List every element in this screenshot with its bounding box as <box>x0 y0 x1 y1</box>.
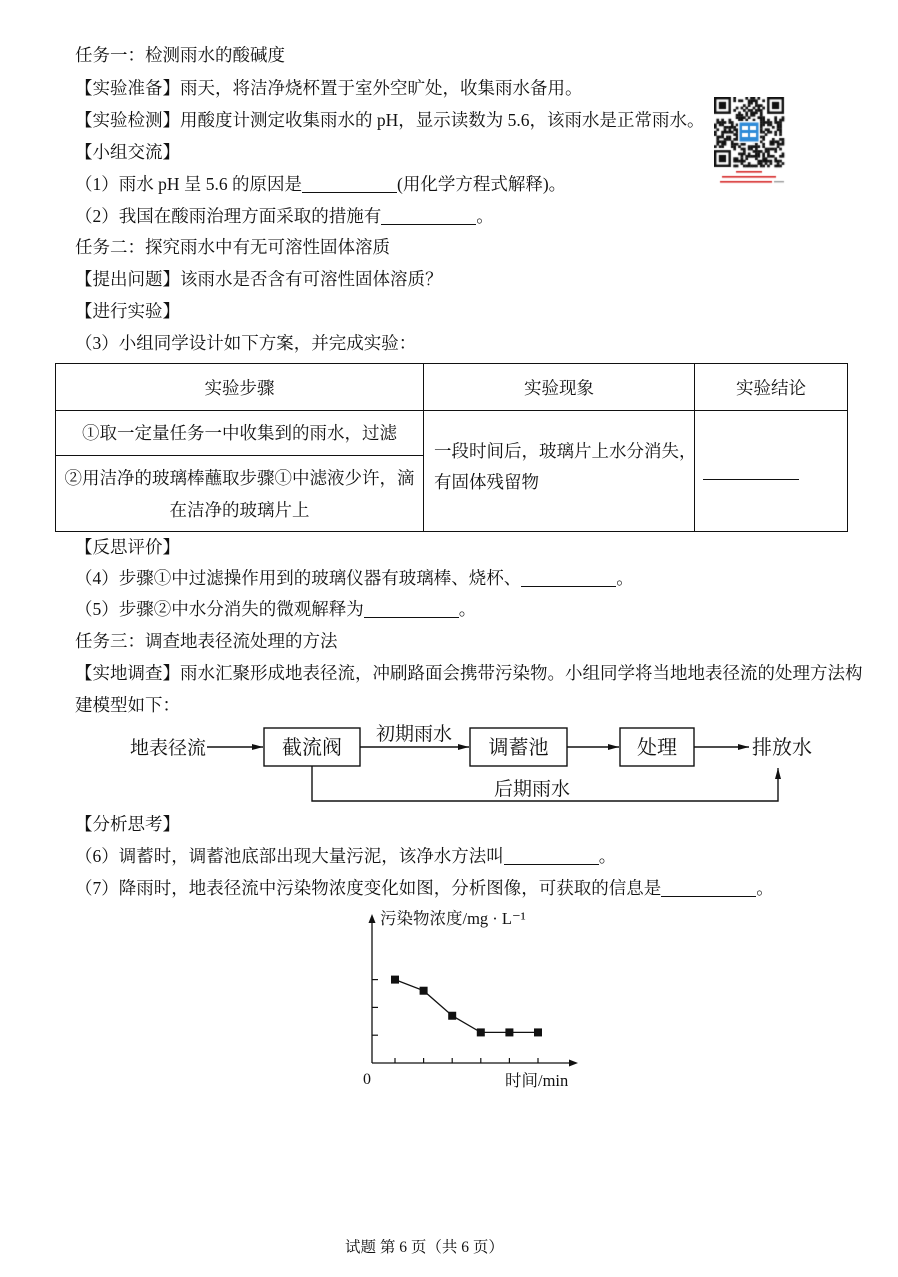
task1-prep: 【实验准备】雨天，将洁净烧杯置于室外空旷处，收集雨水备用。 <box>75 78 583 98</box>
question-1-text: （1）雨水 pH 呈 5.6 的原因是 <box>75 174 303 194</box>
data-point-4 <box>477 1028 485 1036</box>
question-2-text: （2）我国在酸雨治理方面采取的措施有 <box>75 206 382 226</box>
question-1 <box>75 172 566 196</box>
task1-discuss: 【小组交流】 <box>75 142 180 162</box>
x-axis-label: 时间/min <box>505 1071 569 1090</box>
page-footer: 试题 第 6 页（共 6 页） <box>345 1239 504 1256</box>
task3-survey-line-1: 【实地调查】雨水汇聚形成地表径流，冲刷路面会携带污染物。小组同学将当地地表径流的处理方法构 <box>75 663 863 683</box>
task2-question: 【提出问题】该雨水是否含有可溶性固体溶质？ <box>75 269 443 289</box>
question-5 <box>75 597 476 621</box>
question-3: （3）小组同学设计如下方案，并完成实验： <box>75 333 417 353</box>
answer-blank-3 <box>703 465 799 480</box>
data-point-5 <box>505 1028 513 1036</box>
phenomenon-line-2: 有固体残留物 <box>434 472 539 492</box>
question-5-suffix: 。 <box>458 599 477 619</box>
answer-blank-7 <box>661 882 756 897</box>
question-6 <box>75 844 616 868</box>
step-2-cell <box>56 456 424 532</box>
question-6-text: （6）调蓄时，调蓄池底部出现大量污泥，该净水方法叫 <box>75 846 504 866</box>
flow-early-rain-label: 初期雨水 <box>375 724 453 745</box>
question-6-suffix: 。 <box>598 846 617 866</box>
y-axis-label: 污染物浓度/mg · L⁻¹ <box>380 909 526 928</box>
flow-late-rain-label: 后期雨水 <box>493 779 571 800</box>
flow-valve: 截流阀 <box>282 737 342 759</box>
question-4-text: （4）步骤①中过滤操作用到的玻璃仪器有玻璃棒、烧杯、 <box>75 568 522 588</box>
question-2-suffix: 。 <box>476 206 494 226</box>
question-1-suffix: (用化学方程式解释)。 <box>397 174 567 194</box>
flow-discharge: 排放水 <box>752 737 812 759</box>
task1-title: 任务一：检测雨水的酸碱度 <box>75 45 285 65</box>
table-row <box>56 411 848 456</box>
conclusion-cell <box>695 411 848 532</box>
task2-title: 任务二：探究雨水中有无可溶性固体溶质 <box>75 237 390 257</box>
answer-blank-2 <box>381 210 476 225</box>
table-header-row <box>56 364 848 411</box>
step-2-line-2: 在洁净的玻璃片上 <box>169 499 310 520</box>
flow-tank: 调蓄池 <box>488 737 549 759</box>
flow-treat: 处理 <box>637 737 677 759</box>
flow-source: 地表径流 <box>130 738 207 759</box>
question-5-text: （5）步骤②中水分消失的微观解释为 <box>75 599 364 619</box>
analysis-tag: 【分析思考】 <box>75 814 180 834</box>
origin-label: 0 <box>363 1071 371 1088</box>
y-axis-arrow <box>369 914 376 923</box>
phenomenon-line-1: 一段时间后，玻璃片上水分消失， <box>434 441 697 461</box>
task2-experiment: 【进行实验】 <box>75 301 180 321</box>
x-axis-arrow <box>569 1060 578 1067</box>
data-point-3 <box>448 1012 456 1020</box>
question-4 <box>75 566 634 590</box>
header-phenomenon: 实验现象 <box>424 364 695 411</box>
question-7-suffix: 。 <box>756 878 774 898</box>
answer-blank-1 <box>302 178 397 193</box>
series-line <box>395 980 538 1033</box>
step-1-cell: ①取一定量任务一中收集到的雨水，过滤 <box>56 411 424 456</box>
data-point-2 <box>420 987 428 995</box>
runoff-flow-diagram <box>0 715 898 815</box>
pollution-chart <box>350 900 590 1095</box>
data-point-1 <box>391 976 399 984</box>
question-4-suffix: 。 <box>616 568 634 588</box>
experiment-table <box>55 363 848 532</box>
question-7 <box>75 876 774 900</box>
data-point-6 <box>534 1028 542 1036</box>
reflection-tag: 【反思评价】 <box>75 537 180 557</box>
question-7-text: （7）降雨时，地表径流中污染物浓度变化如图，分析图像，可获取的信息是 <box>75 878 662 898</box>
answer-blank-5 <box>364 603 459 618</box>
phenomenon-cell <box>424 411 695 532</box>
header-steps: 实验步骤 <box>56 364 424 411</box>
answer-blank-4 <box>521 572 616 587</box>
task1-detect: 【实验检测】用酸度计测定收集雨水的 pH，显示读数为 5.6，该雨水是正常雨水。 <box>75 110 705 130</box>
task3-title: 任务三：调查地表径流处理的方法 <box>75 631 338 651</box>
header-conclusion: 实验结论 <box>695 364 848 411</box>
answer-blank-6 <box>504 850 599 865</box>
qr-code-image <box>714 97 786 189</box>
question-2 <box>75 204 494 228</box>
step-2-line-1: ②用洁净的玻璃棒蘸取步骤①中滤液少许，滴 <box>64 467 415 488</box>
task3-survey-line-2: 建模型如下： <box>75 695 180 715</box>
